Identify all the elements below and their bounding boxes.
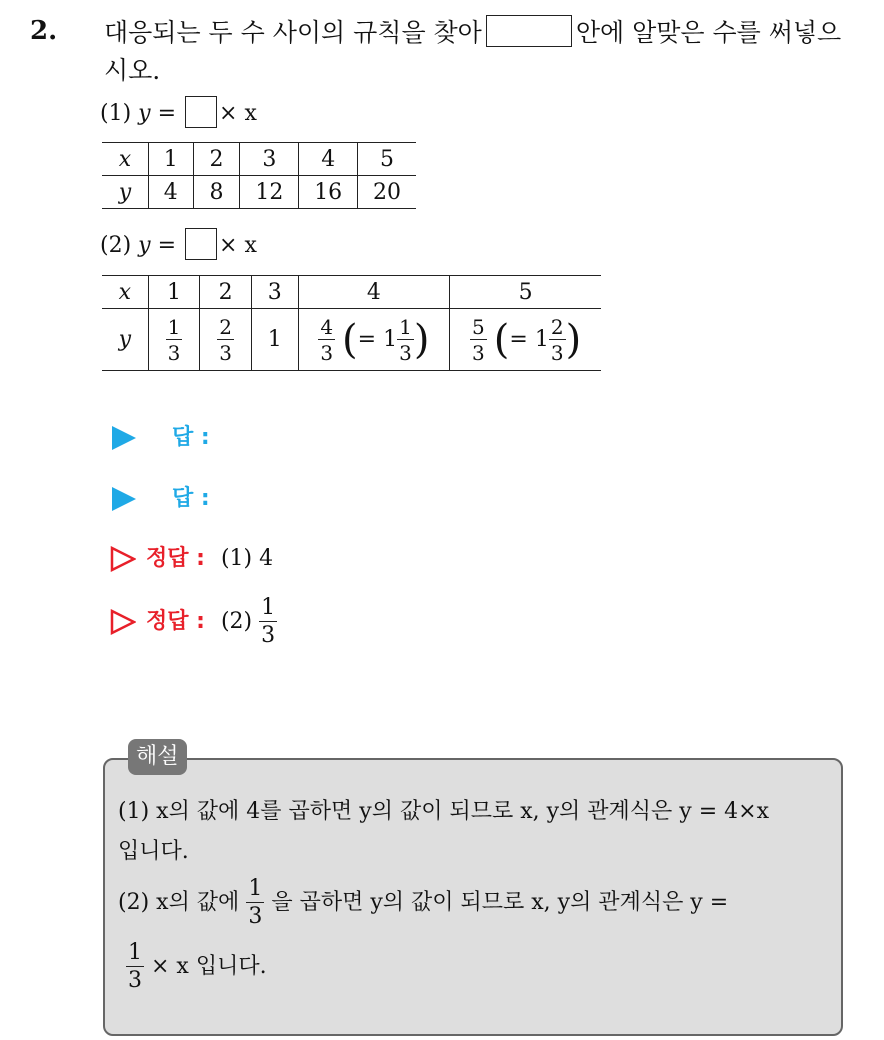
question-text-line2: 시오. [104, 56, 161, 85]
correct-label: 정답 : [146, 609, 205, 634]
outline-triangle-icon [110, 546, 136, 572]
part2-eq-lhs: y = [138, 233, 177, 258]
explanation-line4: $\frac{1}{3}$ × x 입니다. [128, 940, 267, 993]
part1-eq-lhs: y = [138, 101, 177, 126]
part2-eq-rhs: × x [219, 233, 257, 258]
table-cell [200, 309, 252, 371]
question-text [104, 14, 874, 90]
fraction: $\frac{1}{3}$ [261, 595, 276, 648]
explanation-line2: 입니다. [118, 839, 189, 864]
part1-label: (1) [100, 101, 132, 126]
fraction: $\frac{2}{3}$ [550, 314, 564, 365]
explanation-line1: (1) x의 값에 4를 곱하면 y의 값이 되므로 x, y의 관계식은 y = 4×x [118, 799, 769, 824]
fraction: $\frac{1}{3}$ [399, 314, 412, 365]
table-cell: 8 [193, 176, 240, 209]
table-cell: 3 [251, 276, 298, 309]
table-cell: 1 [148, 143, 193, 176]
table-cell: $\frac{5}{3}$ (= 1 $\frac{2}{3}$ ) [450, 309, 601, 371]
correct-answer-row-1 [110, 541, 273, 572]
part1-equation [100, 96, 257, 128]
table-cell: 12 [240, 176, 299, 209]
answer-row-2 [112, 481, 210, 512]
table-cell: 2 [193, 143, 240, 176]
play-triangle-icon [112, 426, 136, 450]
fraction: $\frac{1}{3}$ [248, 876, 263, 929]
outline-triangle-icon [110, 609, 136, 635]
question-text-before: 대응되는 두 수 사이의 규칙을 찾아 [104, 18, 482, 47]
part2-table [102, 275, 601, 371]
table-header-y: y [102, 176, 148, 209]
table-cell: $\frac{4}{3}$ (= 1 $\frac{1}{3}$ ) [298, 309, 450, 371]
fraction: $\frac{5}{3}$ [472, 314, 485, 365]
part1-blank [185, 96, 217, 128]
part2-equation [100, 228, 257, 260]
question-number: 2. [30, 16, 58, 46]
correct-value: (1) 4 [220, 546, 274, 571]
table-cell: 16 [299, 176, 358, 209]
correct-value-prefix: (2) [220, 609, 253, 634]
part1-eq-rhs: × x [219, 101, 257, 126]
part2-blank [185, 228, 217, 260]
play-triangle-icon [112, 487, 136, 511]
table-cell: 5 [358, 143, 416, 176]
table-cell: 20 [358, 176, 416, 209]
fraction: $\frac{1}{3}$ [167, 314, 181, 365]
fraction: $\frac{1}{3}$ [128, 940, 142, 993]
table-cell: 1 [251, 309, 298, 371]
explanation-line3: (2) x의 값에 $\frac{1}{3}$ 을 곱하면 y의 값이 되므로 x, y의 관계식은 y = [118, 876, 729, 929]
explanation-tag: 해설 [128, 739, 187, 775]
table-header-y: y [102, 309, 148, 371]
answer-label: 답 : [172, 425, 210, 450]
table-cell: 4 [299, 143, 358, 176]
part1-table [102, 142, 416, 209]
table-header-x: x [102, 143, 148, 176]
correct-label: 정답 : [146, 546, 205, 571]
table-cell: 4 [298, 276, 450, 309]
fraction: $\frac{4}{3}$ [320, 314, 334, 365]
answer-label: 답 : [172, 486, 210, 511]
table-cell: 2 [200, 276, 252, 309]
answer-blank-box [486, 15, 572, 47]
fraction: $\frac{2}{3}$ [219, 314, 232, 365]
table-cell [148, 309, 200, 371]
table-cell: 1 [148, 276, 200, 309]
correct-answer-row-2 [110, 597, 277, 647]
table-cell: 4 [148, 176, 193, 209]
table-cell: 3 [240, 143, 299, 176]
table-header-x: x [102, 276, 148, 309]
part2-label: (2) [100, 233, 132, 258]
answer-row-1 [112, 420, 210, 451]
table-cell: 5 [450, 276, 601, 309]
question-text-after: 안에 알맞은 수를 써넣으 [575, 18, 842, 47]
